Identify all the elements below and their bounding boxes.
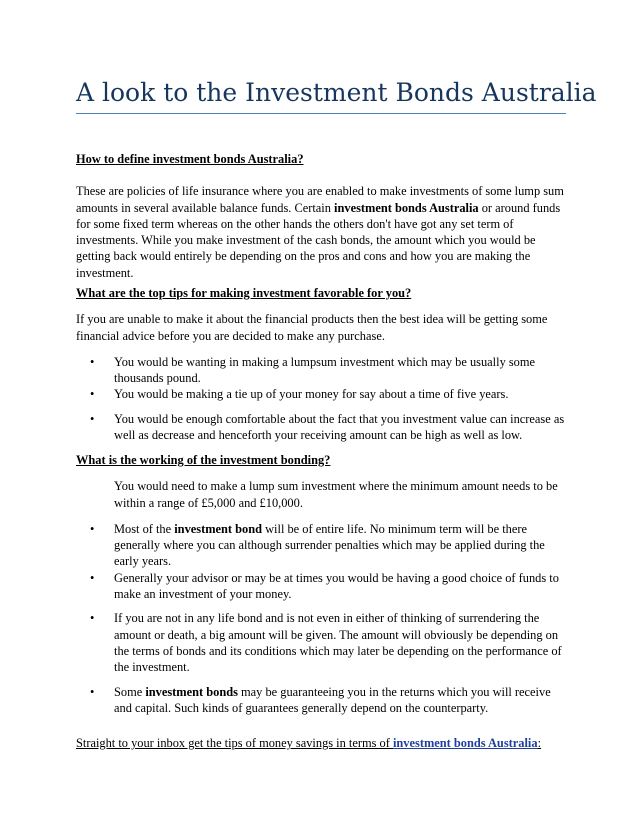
- definition-paragraph: [76, 183, 566, 281]
- title-divider: [76, 113, 566, 114]
- tips-list: [76, 354, 566, 443]
- bullet-icon: •: [90, 684, 95, 699]
- working-intro: You would need to make a lump sum investment where the minimum amount needs to be within a range of £5,000 and £10,000.: [114, 479, 558, 510]
- list-item-text: Some: [114, 684, 146, 699]
- section-heading-definition: How to define investment bonds Australia?: [76, 152, 304, 166]
- list-item-text: You would be wanting in making a lumpsum investment which may be usually some thousands pound.: [114, 354, 536, 386]
- list-item-text: You would be making a tie up of your money for say about a time of five years.: [114, 387, 509, 402]
- footer-tail: :: [537, 736, 542, 750]
- list-item-bold: investment bonds: [145, 684, 238, 699]
- list-item-text: If you are not in any life bond and is not even in either of thinking of surrendering the amount or death, a big amount will be given. The amount will obviously be depending on the terms of bonds and its conditions which may later be depending on the performance of the investment.: [114, 611, 562, 675]
- bullet-icon: •: [90, 611, 95, 626]
- list-item: [76, 684, 566, 717]
- section-heading-working: What is the working of the investment bonding?: [76, 453, 331, 467]
- bullet-icon: •: [90, 354, 95, 369]
- definition-text-b: or around funds for some fixed term whereas on the other hands the others don't have got any set term of investments. While you make investment of the cash bonds, the amount which you would be getting back would entirely be depending on the pros and cons and how you are making the investment.: [76, 200, 561, 280]
- list-item: [76, 570, 566, 603]
- section-working: [76, 452, 566, 716]
- list-item-text: may be guaranteeing you in the returns which you will receive and capital. Such kinds of guarantees generally depend on the counterparty.: [114, 684, 551, 715]
- footer-text: Straight to your inbox get the tips of money savings in terms of: [76, 736, 393, 750]
- bullet-icon: •: [90, 521, 95, 536]
- bullet-icon: •: [90, 411, 95, 426]
- list-item-text: Most of the: [114, 521, 175, 536]
- section-tips: [76, 285, 566, 443]
- footer-line: [76, 735, 566, 751]
- investment-bonds-link[interactable]: investment bonds Australia: [392, 736, 538, 750]
- list-item: [76, 386, 566, 402]
- tips-paragraph: If you are unable to make it about the financial products then the best idea will be getting some financial advice before you are decided to make any purchase.: [76, 312, 548, 343]
- section-definition: [76, 151, 566, 281]
- list-item-text: You would be enough comfortable about the fact that you investment value can increase as well as decrease and henceforth your receiving amount can be high as well as low.: [114, 411, 565, 443]
- list-item-bold: investment bond: [174, 521, 263, 536]
- section-heading-tips: What are the top tips for making investment favorable for you?: [76, 286, 412, 300]
- definition-text-a: These are policies of life insurance where you are enabled to make investments of some lump sum amounts in several available balance funds. Certain: [76, 184, 564, 215]
- definition-bold: investment bonds Australia: [334, 200, 479, 215]
- list-item: [76, 610, 566, 675]
- list-item-text: will be of entire life. No minimum term will be there generally where you can although surrender penalties which may be applied during the early years.: [114, 521, 545, 569]
- page-title: A look to the Investment Bonds Australia: [76, 78, 597, 107]
- bullet-icon: •: [90, 387, 95, 402]
- working-list: [76, 521, 566, 716]
- list-item-text: Generally your advisor or may be at times you would be having a good choice of funds to make an investment of your money.: [114, 570, 559, 602]
- list-item: [76, 411, 566, 444]
- list-item: [76, 354, 566, 387]
- bullet-icon: •: [90, 570, 95, 585]
- list-item: [76, 521, 566, 570]
